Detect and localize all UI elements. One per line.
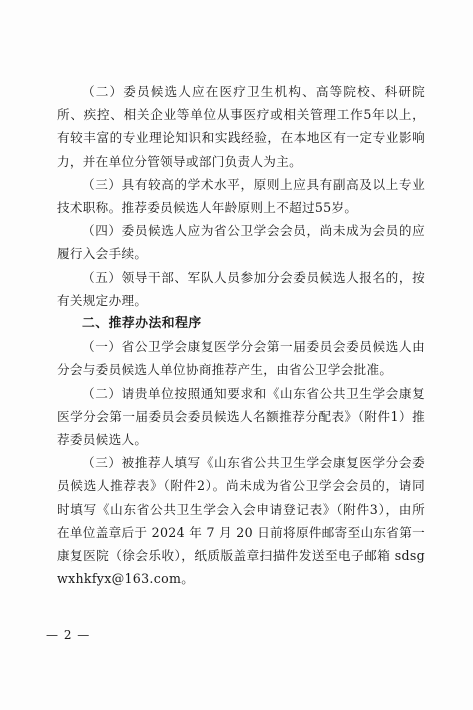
paragraph-procedure-3: （三）被推荐人填写《山东省公共卫生学会康复医学分会委员候选人推荐表》（附件2）。尚未成为省公卫学会会员的，请同时填写《山东省公共卫生学会入会申请登记表》（附件3），由所在单位盖章后于 2024 年 7 月 20 日前将原件邮寄至山东省第一康复医院（徐会乐收），纸质版盖章扫描件发送至电子邮箱 sdsgwxhkfyx@163.com。 — [57, 455, 425, 587]
paragraph-qualification-4: （四）委员候选人应为省公卫学会会员，尚未成为会员的应履行入会手续。 — [57, 223, 425, 262]
paragraph-procedure-1: （一）省公卫学会康复医学分会第一届委员会委员候选人由分会与委员候选人单位协商推荐产生，由省公卫学会批准。 — [57, 339, 425, 378]
paragraph-qualification-3: （三）具有较高的学术水平，原则上应具有副高及以上专业技术职称。推荐委员候选人年龄原则上不超过55岁。 — [57, 176, 425, 216]
paragraph-qualification-5: （五）领导干部、军队人员参加分会委员候选人报名的，按有关规定办理。 — [57, 269, 425, 308]
document-body — [57, 80, 425, 590]
page-number: — 2 — — [46, 628, 91, 642]
paragraph-procedure-2: （二）请贵单位按照通知要求和《山东省公共卫生学会康复医学分会第一届委员会委员候选人名额推荐分配表》（附件1）推荐委员候选人。 — [57, 385, 425, 448]
paragraph-qualification-2: （二）委员候选人应在医疗卫生机构、高等院校、科研院所、疾控、相关企业等单位从事医疗或相关管理工作5年以上，有较丰富的专业理论知识和实践经验，在本地区有一定专业影响力，并在单位分管领导或部门负责人为主。 — [57, 84, 425, 169]
section-heading: 二、推荐办法和程序 — [82, 316, 202, 332]
